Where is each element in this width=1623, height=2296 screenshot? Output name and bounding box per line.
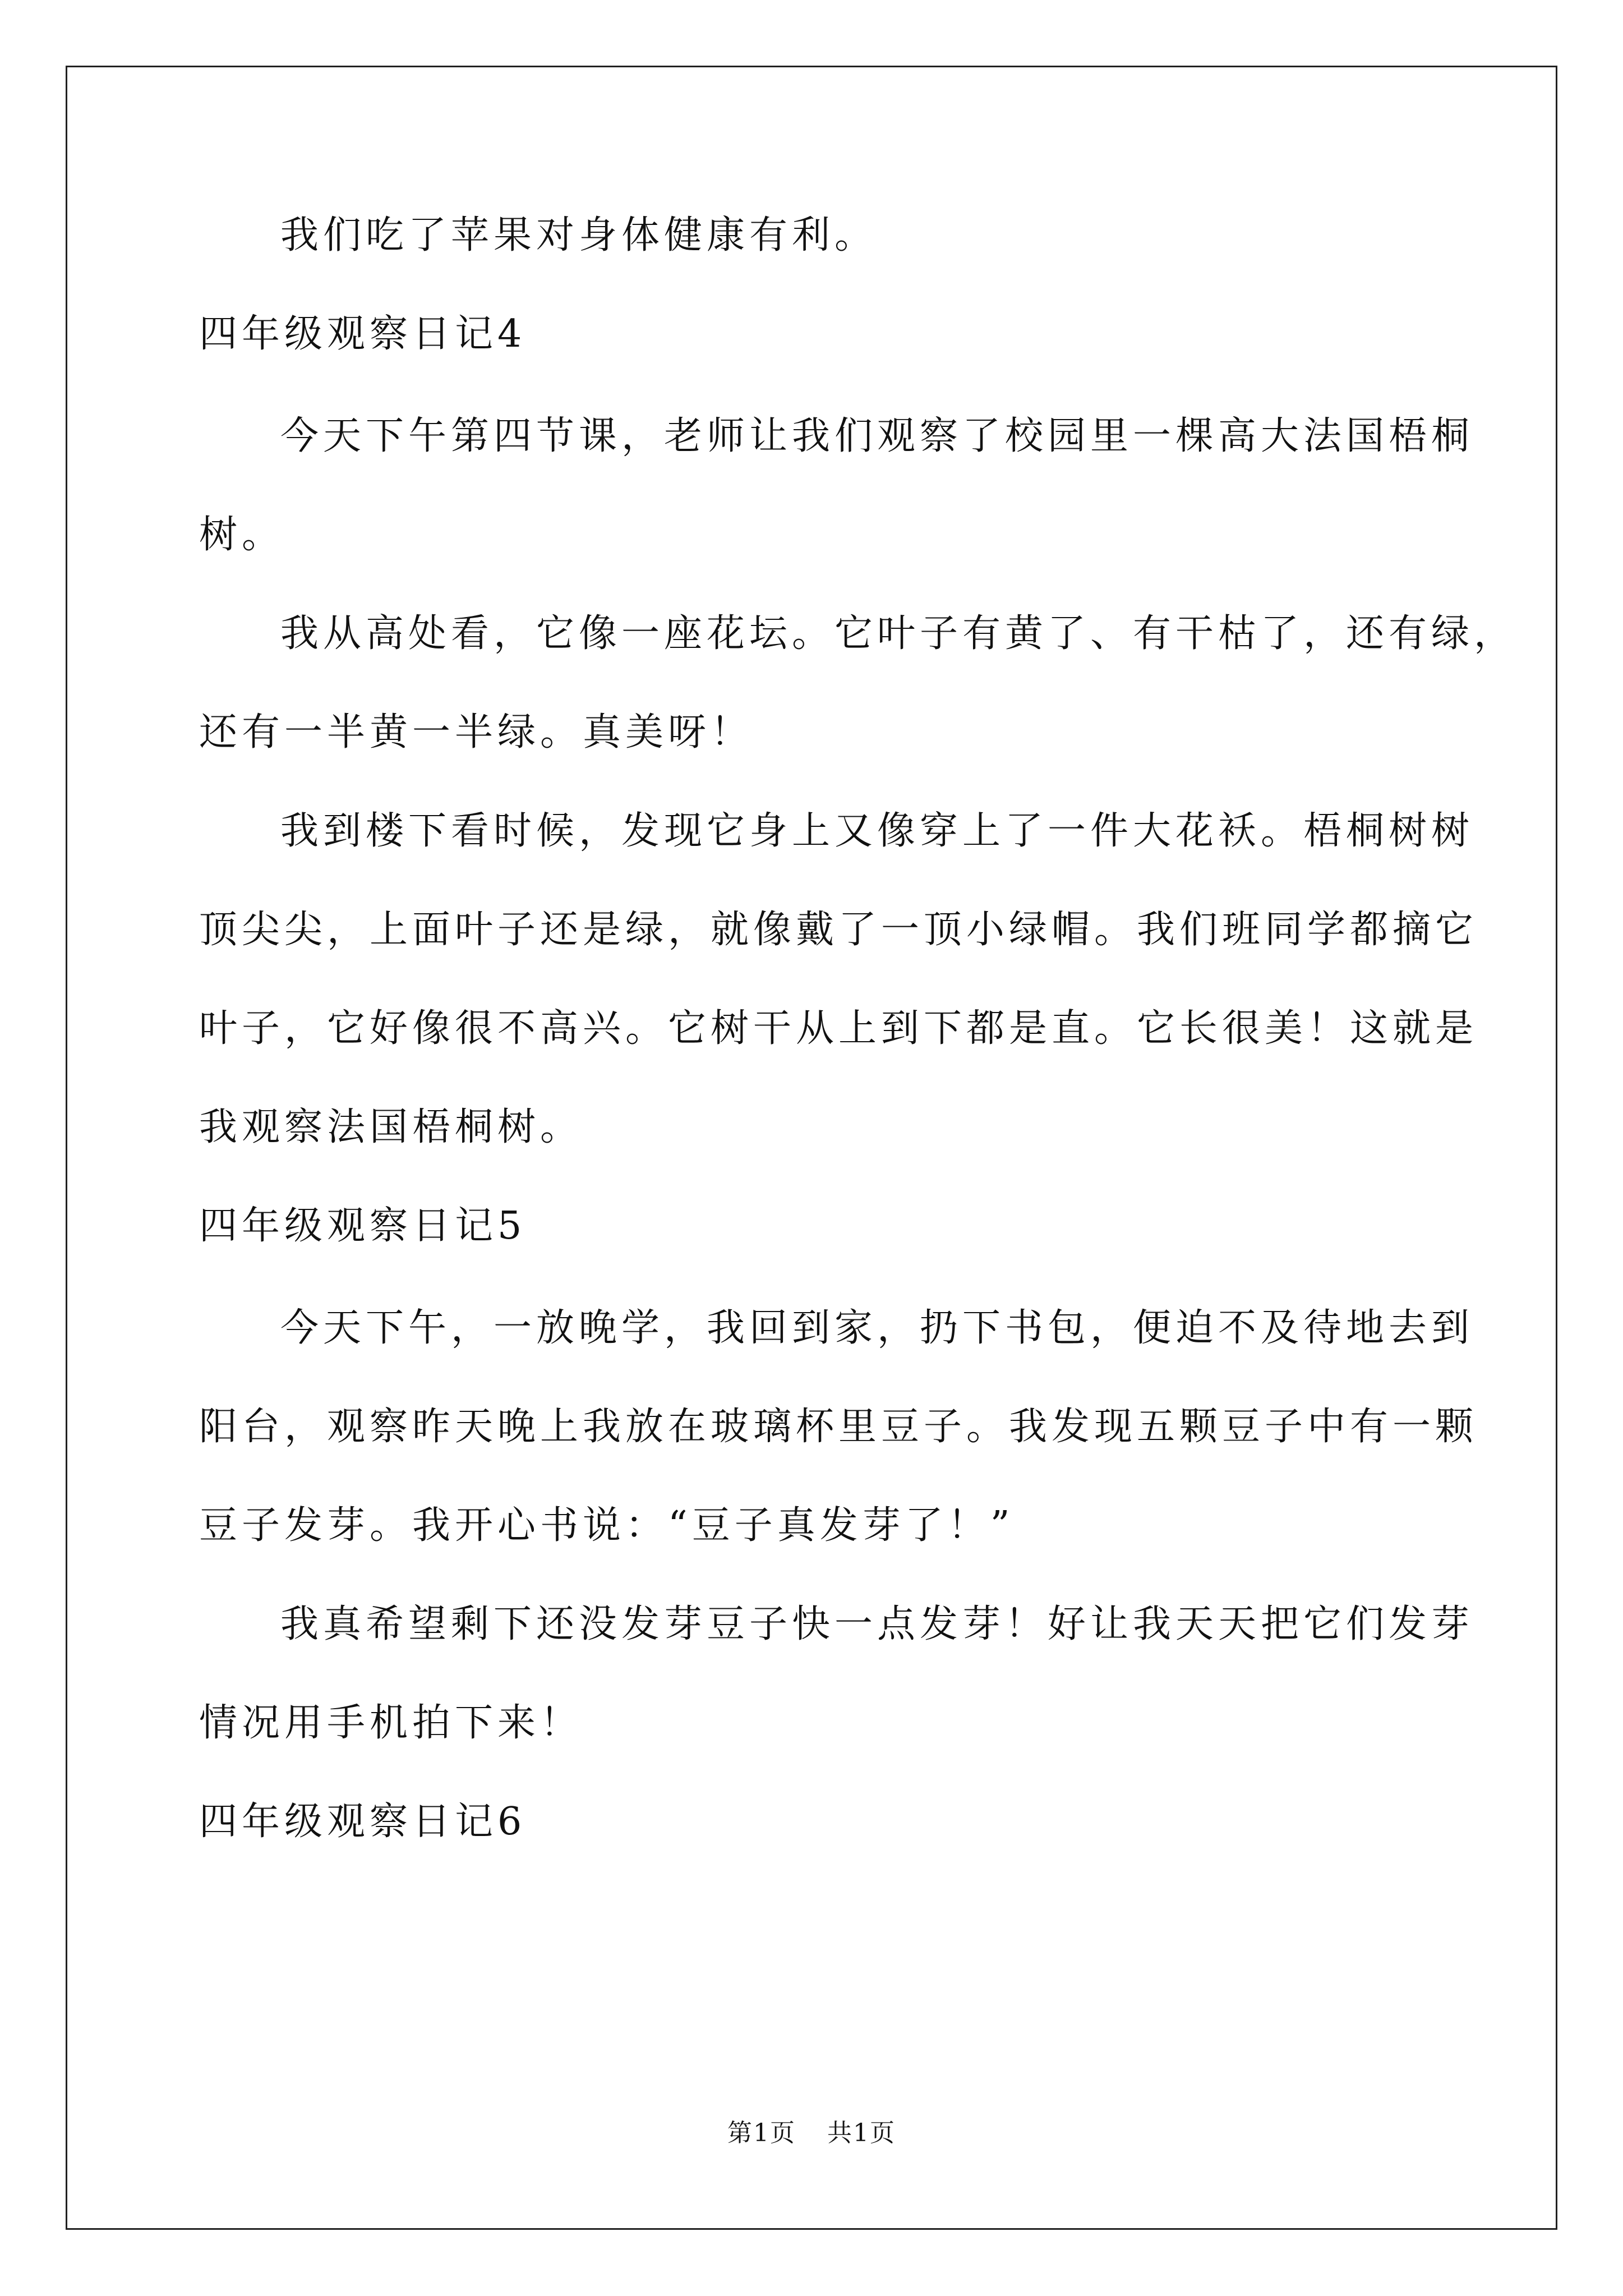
paragraph-line: 叶子，它好像很不高兴。它树干从上到下都是直。它长很美！这就是 [199,1006,1478,1051]
section-heading: 四年级观察日记4 [199,312,527,356]
paragraph-line: 我观察法国梧桐树。 [199,1105,583,1149]
paragraph-line: 我们吃了苹果对身体健康有利。 [280,213,878,257]
paragraph-line: 还有一半黄一半绿。真美呀！ [199,710,754,754]
paragraph-line: 今天下午，一放晚学，我回到家，扔下书包，便迫不及待地去到 [280,1306,1474,1350]
paragraph-line: 我从高处看，它像一座花坛。它叶子有黄了、有干枯了，还有绿， [280,611,1517,656]
paragraph-line: 顶尖尖，上面叶子还是绿，就像戴了一顶小绿帽。我们班同学都摘它 [199,908,1478,952]
paragraph-line: 我到楼下看时候，发现它身上又像穿上了一件大花袄。梧桐树树 [280,809,1474,853]
paragraph-line: 树。 [199,513,285,557]
section-heading: 四年级观察日记6 [199,1800,527,1844]
page-total-label: 共1页 [827,2119,896,2147]
paragraph-line: 今天下午第四节课，老师让我们观察了校园里一棵高大法国梧桐 [280,414,1474,458]
paragraph-line: 情况用手机拍下来！ [199,1701,583,1745]
page-footer [0,2119,1623,2147]
paragraph-line: 我真希望剩下还没发芽豆子快一点发芽！好让我天天把它们发芽 [280,1602,1474,1646]
page-number-label: 第1页 [727,2119,796,2147]
section-heading: 四年级观察日记5 [199,1204,527,1248]
paragraph-line: 豆子发芽。我开心书说：“豆子真发芽了！” [199,1503,1015,1548]
paragraph-line: 阳台，观察昨天晚上我放在玻璃杯里豆子。我发现五颗豆子中有一颗 [199,1405,1478,1449]
